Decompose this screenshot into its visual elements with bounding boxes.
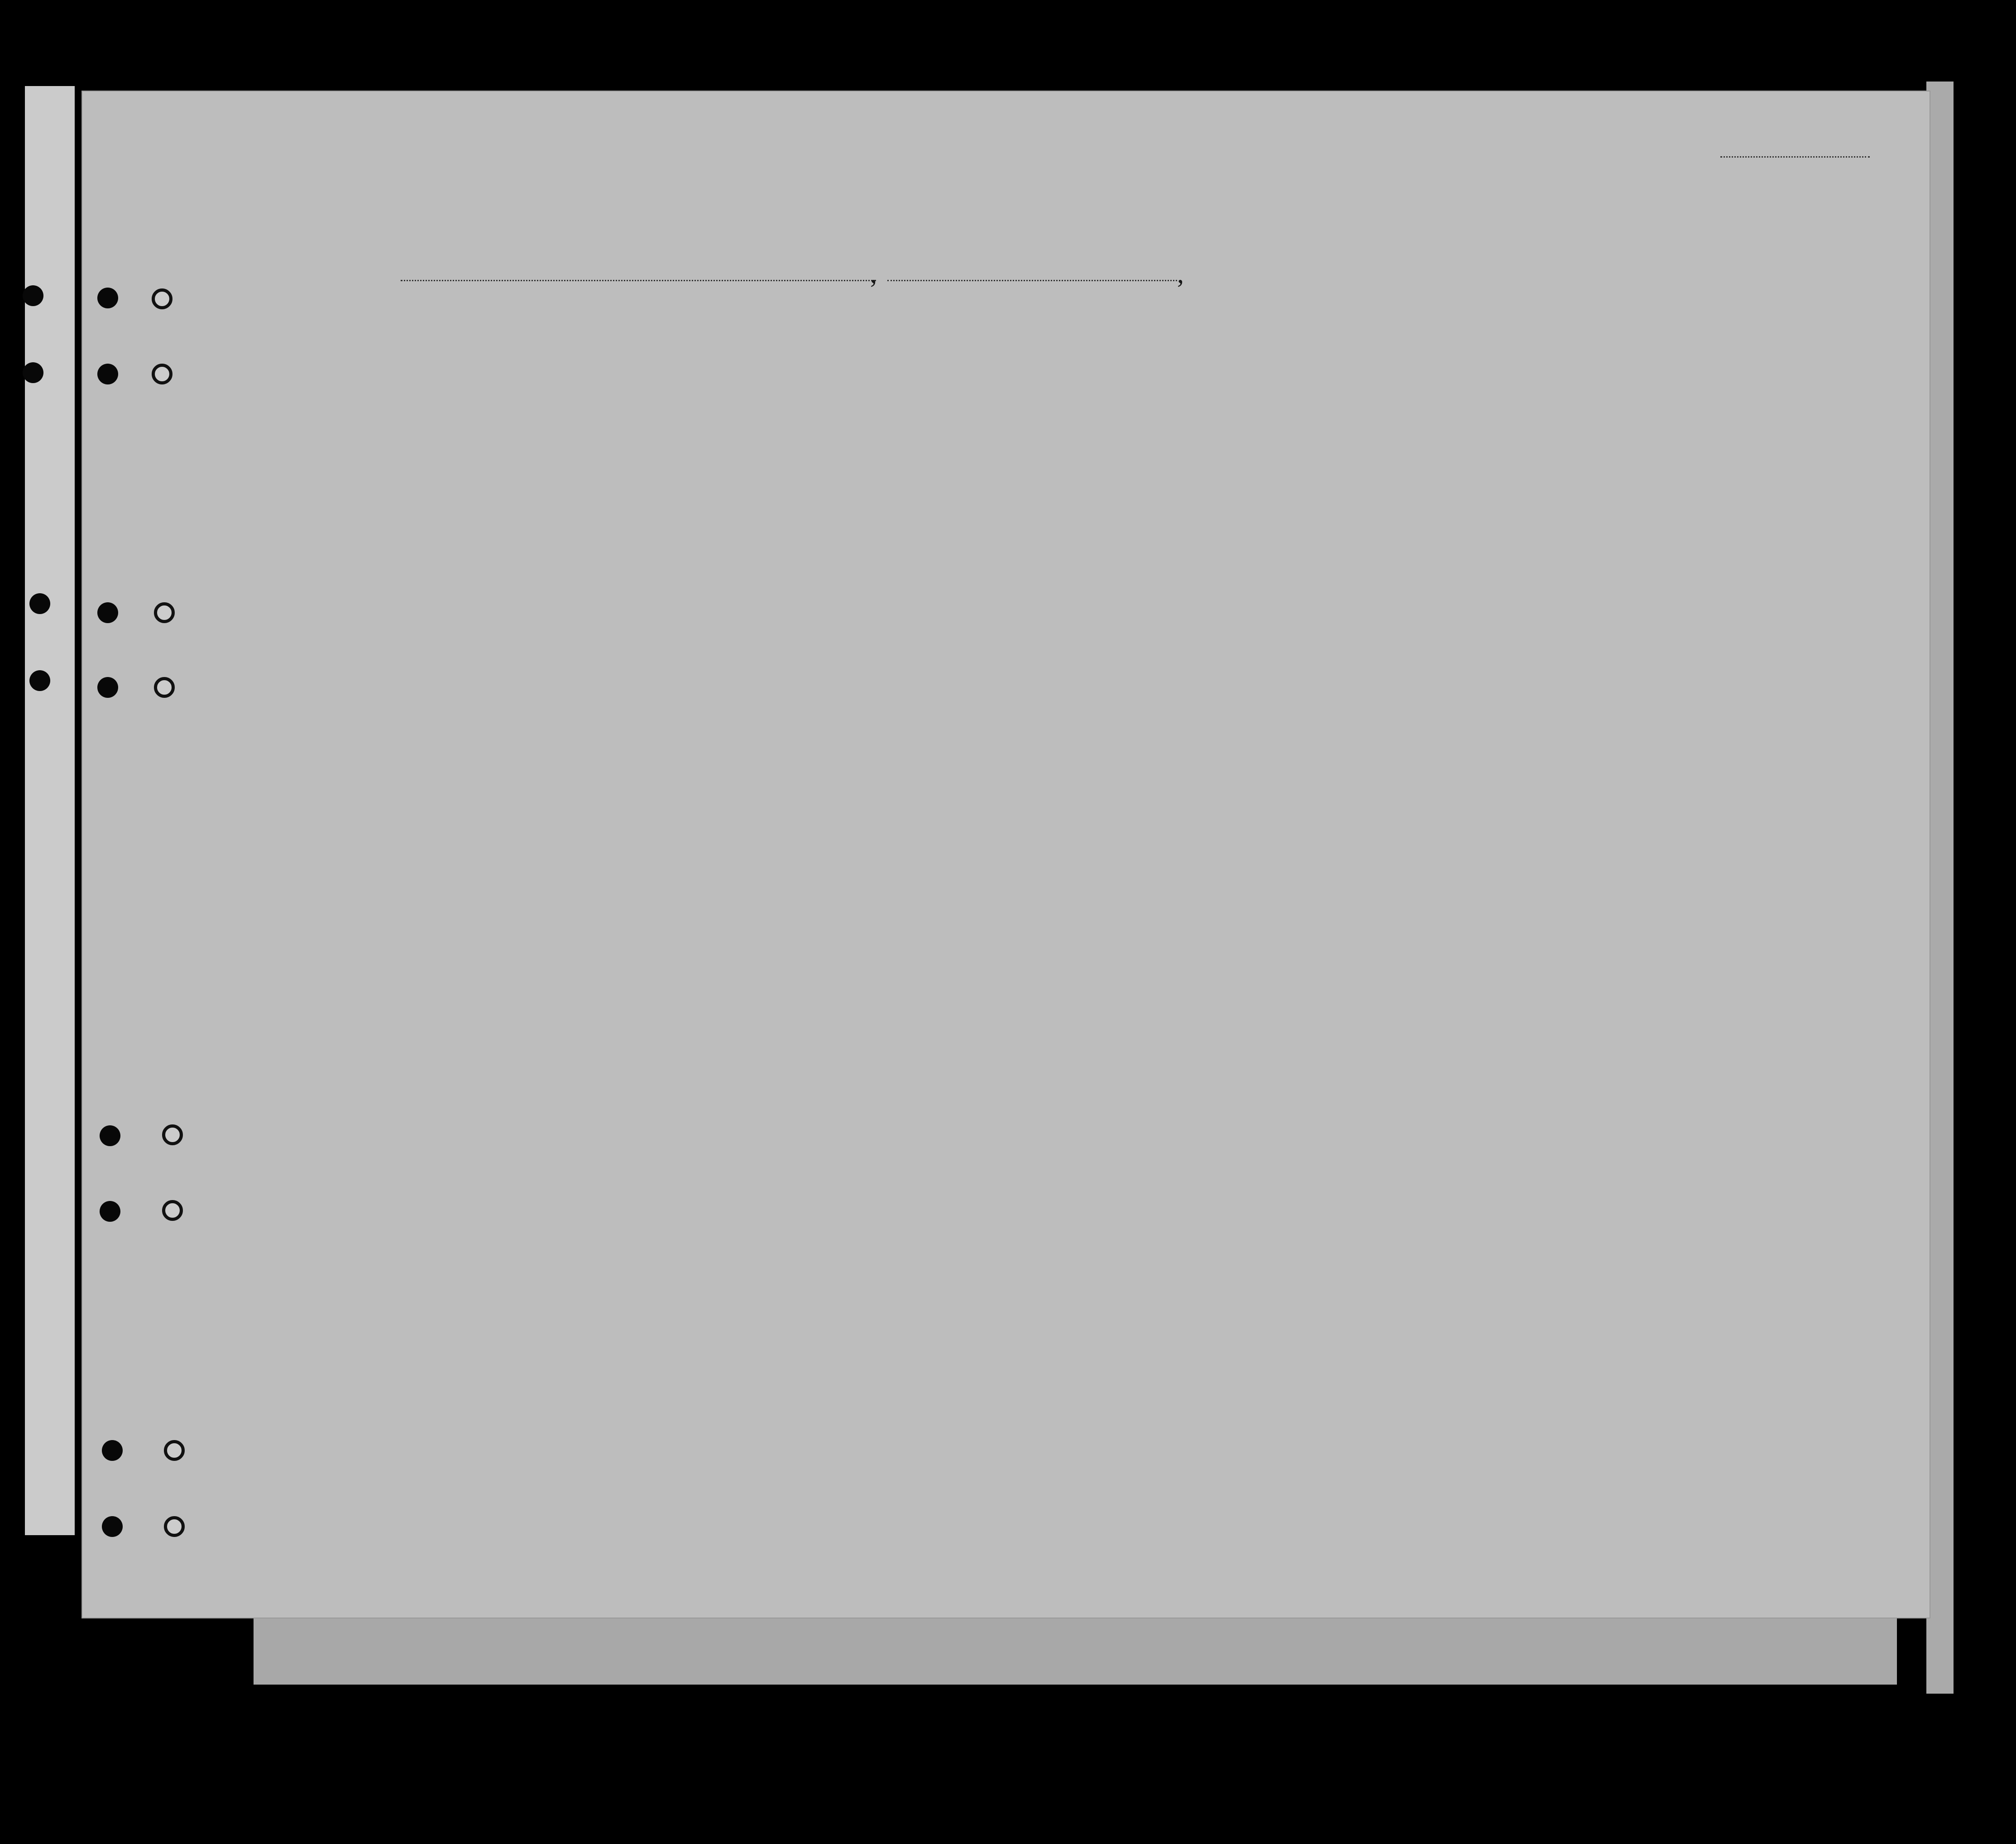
separator: , (870, 259, 877, 288)
separator: , (1177, 259, 1184, 288)
